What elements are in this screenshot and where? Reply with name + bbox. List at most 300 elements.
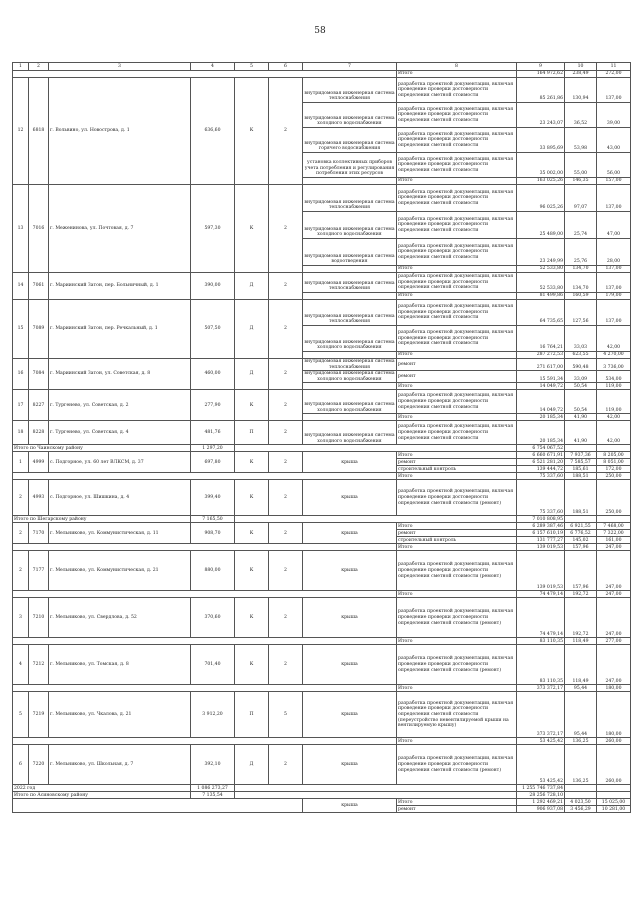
table-cell: 56,00 bbox=[597, 153, 631, 178]
table-cell bbox=[13, 685, 397, 692]
table-cell: 134,70 bbox=[565, 273, 597, 293]
table-cell: Итого bbox=[397, 523, 517, 530]
table-cell: 15 025,00 bbox=[597, 799, 631, 806]
table-cell: Итого bbox=[397, 591, 517, 598]
table-cell: 7 937,36 bbox=[565, 452, 597, 459]
table-cell: 6 157 610,19 bbox=[517, 530, 565, 537]
work-description-cell: разработка проектной документации, включая проведение проверки достоверности определения сметной стоимости bbox=[397, 212, 517, 239]
table-cell bbox=[303, 266, 397, 273]
table-cell: Итого bbox=[397, 414, 517, 421]
address-cell: г. Тургенево, ул. Советская, д. 2 bbox=[49, 390, 191, 421]
table-cell: строительный контроль bbox=[397, 537, 517, 544]
table-cell: 3 456,29 bbox=[565, 806, 597, 813]
work-type-cell: установка коллективных приборов учета потребления и регулирования потребления этих ресурсов bbox=[303, 153, 397, 178]
work-description-cell: разработка проектной документации, включая проведение проверки достоверности определения сметной стоимости (ремонт) bbox=[397, 598, 517, 638]
column-number: 9 bbox=[517, 63, 565, 71]
table-cell: 17 bbox=[13, 390, 29, 421]
table-cell: 50,54 bbox=[565, 390, 597, 414]
table-cell: 2 bbox=[13, 523, 29, 544]
address-cell: с. Подгорное, ул. 60 лет ВЛКСМ, д. 37 bbox=[49, 452, 191, 473]
table-cell: 7220 bbox=[29, 745, 49, 785]
column-number: 11 bbox=[597, 63, 631, 71]
table-cell: 25,76 bbox=[565, 239, 597, 266]
table-cell: 277,00 bbox=[597, 638, 631, 645]
table-cell: Итого bbox=[397, 473, 517, 480]
table-cell: 179,00 bbox=[597, 293, 631, 300]
table-cell: 18 bbox=[13, 421, 29, 445]
table-cell: 42,00 bbox=[597, 414, 631, 421]
work-type-cell: внутридомовая инженерная система холодного водоснабжения bbox=[303, 103, 397, 128]
table-cell: 390,00 bbox=[191, 273, 235, 300]
work-description-cell: разработка проектной документации, включая проведение проверки достоверности определения сметной стоимости (ремонт) bbox=[397, 745, 517, 785]
table-cell: 7210 bbox=[29, 598, 49, 638]
work-type-cell: крыша bbox=[303, 551, 397, 591]
table-cell: 36,52 bbox=[565, 103, 597, 128]
table-cell: К bbox=[235, 185, 269, 273]
table-cell: 20 185,34 bbox=[517, 414, 565, 421]
column-number: 7 bbox=[303, 63, 397, 71]
table-cell: 373 372,17 bbox=[517, 692, 565, 738]
district-total-label: 2022 год bbox=[13, 785, 191, 792]
table-cell: 164 972,62 bbox=[517, 71, 565, 78]
work-description-cell: разработка проектной документации, включая проведение проверки достоверности определения сметной стоимости bbox=[397, 326, 517, 352]
table-cell: Итого bbox=[397, 383, 517, 390]
table-cell bbox=[597, 445, 631, 452]
table-row bbox=[13, 71, 631, 78]
table-cell: 2 bbox=[269, 598, 303, 638]
work-type-cell: внутридомовая инженерная система водоотведения bbox=[303, 239, 397, 266]
column-number: 4 bbox=[191, 63, 235, 71]
table-cell: 3 736,00 bbox=[597, 359, 631, 371]
table-cell: 7 010 808,95 bbox=[517, 516, 565, 523]
table-cell: 7219 bbox=[29, 692, 49, 738]
table-cell: П bbox=[235, 692, 269, 738]
table-cell: 4993 bbox=[29, 480, 49, 516]
table-cell: 4 270,00 bbox=[597, 352, 631, 359]
table-cell: 16 bbox=[13, 359, 29, 390]
table-cell: 160,59 bbox=[565, 293, 597, 300]
table-cell: 131 777,27 bbox=[517, 537, 565, 544]
table-cell bbox=[13, 638, 397, 645]
table-cell bbox=[13, 473, 397, 480]
table-row bbox=[13, 792, 631, 799]
table-cell: 2 bbox=[269, 480, 303, 516]
table-cell: 3 912,20 bbox=[191, 692, 235, 738]
column-number: 8 bbox=[397, 63, 517, 71]
table-cell: 74 479,14 bbox=[517, 591, 565, 598]
table-cell: 2 bbox=[269, 359, 303, 390]
table-cell: Итого bbox=[397, 638, 517, 645]
table-cell: 6 921,55 bbox=[565, 523, 597, 530]
capital-repair-table bbox=[12, 62, 631, 813]
table-cell: 53 425,42 bbox=[517, 738, 565, 745]
table-cell: 127,56 bbox=[565, 300, 597, 326]
table-cell: 14 049,72 bbox=[517, 390, 565, 414]
table-cell: Итого bbox=[397, 544, 517, 551]
table-cell: 7016 bbox=[29, 185, 49, 273]
table-cell bbox=[597, 792, 631, 799]
table-cell: Итого bbox=[397, 799, 517, 806]
table-cell bbox=[13, 71, 397, 78]
table-cell: 6 bbox=[13, 745, 29, 785]
table-cell: Итого bbox=[397, 352, 517, 359]
address-cell: с. Подгорное, ул. Шишкина, д. 4 bbox=[49, 480, 191, 516]
table-row bbox=[13, 480, 631, 516]
work-type-cell: крыша bbox=[303, 480, 397, 516]
table-cell: П bbox=[235, 421, 269, 445]
table-cell: 2 bbox=[269, 745, 303, 785]
table-cell: Д bbox=[235, 359, 269, 390]
table-row bbox=[13, 421, 631, 445]
table-cell: 370,60 bbox=[191, 598, 235, 638]
table-cell: 8228 bbox=[29, 421, 49, 445]
table-cell: 163 025,26 bbox=[517, 178, 565, 185]
table-cell: 247,00 bbox=[597, 591, 631, 598]
table-cell bbox=[597, 516, 631, 523]
table-cell: 39,00 bbox=[597, 103, 631, 128]
table-cell: 250,00 bbox=[597, 480, 631, 516]
table-cell: Итого bbox=[397, 452, 517, 459]
column-number: 6 bbox=[269, 63, 303, 71]
table-cell: 85 261,86 bbox=[517, 78, 565, 103]
address-cell: г. Мельниково, ул. Чкалова, д. 21 bbox=[49, 692, 191, 738]
table-cell: 7089 bbox=[29, 300, 49, 359]
table-cell: Итого bbox=[397, 738, 517, 745]
table-cell: 23 249,99 bbox=[517, 239, 565, 266]
table-cell: Итого bbox=[397, 266, 517, 273]
work-type-cell: крыша bbox=[303, 598, 397, 638]
page-number: 58 bbox=[314, 26, 326, 36]
table-cell: 50,54 bbox=[565, 383, 597, 390]
district-total-label: Итого по Асиновскому району bbox=[13, 792, 191, 799]
table-cell: 4 bbox=[13, 645, 29, 685]
table-row bbox=[13, 785, 631, 792]
table-cell: 906 937,08 bbox=[517, 806, 565, 813]
table-cell: 7061 bbox=[29, 273, 49, 300]
work-description-cell: ремонт bbox=[397, 371, 517, 383]
work-description-cell: разработка проектной документации, включая проведение проверки достоверности определения сметной стоимости bbox=[397, 239, 517, 266]
table-row bbox=[13, 390, 631, 414]
table-cell: 5 bbox=[269, 692, 303, 738]
table-cell: 590,48 bbox=[565, 359, 597, 371]
work-type-cell: внутридомовая инженерная система холодного водоснабжения bbox=[303, 421, 397, 445]
table-cell: 2 bbox=[13, 551, 29, 591]
table-cell: 15 591,34 bbox=[517, 371, 565, 383]
table-cell: 7 585,57 bbox=[565, 459, 597, 466]
table-cell: 118,49 bbox=[565, 645, 597, 685]
table-cell: 2 bbox=[269, 421, 303, 445]
table-cell bbox=[303, 293, 397, 300]
table-cell: 8 205,00 bbox=[597, 452, 631, 459]
table-cell: 2 bbox=[269, 78, 303, 185]
table-cell: 139 019,53 bbox=[517, 551, 565, 591]
table-cell: Д bbox=[235, 273, 269, 300]
work-description-cell: разработка проектной документации, включая проведение проверки достоверности определения сметной стоимости bbox=[397, 185, 517, 212]
table-cell: 247,00 bbox=[597, 598, 631, 638]
table-cell: 16 764,21 bbox=[517, 326, 565, 352]
table-cell: 42,00 bbox=[597, 421, 631, 445]
work-type-cell: крыша bbox=[303, 799, 397, 813]
work-type-cell: внутридомовая инженерная система холодного водоснабжения bbox=[303, 326, 397, 352]
table-cell: 75 337,60 bbox=[517, 473, 565, 480]
table-cell: К bbox=[235, 645, 269, 685]
table-cell: 137,00 bbox=[597, 273, 631, 293]
column-number: 1 bbox=[13, 63, 29, 71]
table-cell: 23 243,07 bbox=[517, 103, 565, 128]
table-cell: 28,00 bbox=[597, 239, 631, 266]
table-cell: 238,49 bbox=[565, 71, 597, 78]
table-row bbox=[13, 598, 631, 638]
table-cell: 1 bbox=[13, 452, 29, 473]
work-description-cell: разработка проектной документации, включая проведение проверки достоверности определения сметной стоимости bbox=[397, 153, 517, 178]
column-number: 10 bbox=[565, 63, 597, 71]
table-cell: 277,90 bbox=[191, 390, 235, 421]
table-cell: 42,00 bbox=[597, 326, 631, 352]
table-cell: 272,00 bbox=[597, 71, 631, 78]
table-cell: 192,72 bbox=[565, 598, 597, 638]
table-cell: 33,09 bbox=[565, 371, 597, 383]
table-cell bbox=[597, 785, 631, 792]
address-cell: г. Мельниково, ул. Школьная, д. 7 bbox=[49, 745, 191, 785]
table-row bbox=[13, 273, 631, 293]
table-cell: 15 bbox=[13, 300, 29, 359]
table-cell bbox=[235, 785, 517, 792]
table-cell: 172,00 bbox=[597, 466, 631, 473]
table-cell: 137,00 bbox=[597, 300, 631, 326]
work-type-cell: внутридомовая инженерная система теплоснабжения bbox=[303, 300, 397, 326]
table-cell: 55,00 bbox=[565, 153, 597, 178]
address-cell: г. Мельниково, ул. Томская, д. 8 bbox=[49, 645, 191, 685]
table-cell: 4999 bbox=[29, 452, 49, 473]
table-cell: К bbox=[235, 390, 269, 421]
table-cell: 7212 bbox=[29, 645, 49, 685]
table-cell: 260,00 bbox=[597, 738, 631, 745]
table-cell bbox=[303, 383, 397, 390]
table-cell: 53,98 bbox=[565, 128, 597, 153]
table-cell: 1 292 469,21 bbox=[517, 799, 565, 806]
table-cell: 2 bbox=[269, 390, 303, 421]
table-cell: К bbox=[235, 452, 269, 473]
table-cell: К bbox=[235, 523, 269, 544]
table-cell: 130,94 bbox=[565, 78, 597, 103]
table-cell: 10 281,00 bbox=[597, 806, 631, 813]
table-row bbox=[13, 473, 631, 480]
table-cell: 2 bbox=[13, 480, 29, 516]
table-cell: 53 425,42 bbox=[517, 745, 565, 785]
table-header-row bbox=[13, 63, 631, 71]
table-cell: 95,44 bbox=[565, 692, 597, 738]
work-type-cell: крыша bbox=[303, 645, 397, 685]
table-cell: 247,00 bbox=[597, 645, 631, 685]
table-cell: 1 255 746 737,84 bbox=[517, 785, 565, 792]
work-description-cell: разработка проектной документации, включая проведение проверки достоверности определения сметной стоимости (ремонт) bbox=[397, 551, 517, 591]
address-cell: г. Мариинский Затон, ул. Советская, д. 8 bbox=[49, 359, 191, 390]
address-cell: г. Тургенево, ул. Советская, д. 4 bbox=[49, 421, 191, 445]
table-cell: 247,00 bbox=[597, 544, 631, 551]
table-cell bbox=[565, 785, 597, 792]
work-type-cell: крыша bbox=[303, 745, 397, 785]
work-type-cell: крыша bbox=[303, 692, 397, 738]
table-row bbox=[13, 359, 631, 371]
table-cell: К bbox=[235, 598, 269, 638]
work-type-cell: крыша bbox=[303, 523, 397, 544]
table-row bbox=[13, 445, 631, 452]
table-row bbox=[13, 78, 631, 103]
table-cell: К bbox=[235, 480, 269, 516]
table-cell: К bbox=[235, 78, 269, 185]
work-description-cell: разработка проектной документации, включая проведение проверки достоверности определения сметной стоимости bbox=[397, 128, 517, 153]
table-cell: 4 023,50 bbox=[565, 799, 597, 806]
table-cell: 534,00 bbox=[597, 371, 631, 383]
table-row bbox=[13, 523, 631, 530]
table-cell bbox=[13, 544, 397, 551]
table-row bbox=[13, 685, 631, 692]
table-cell: 6 660 671,91 bbox=[517, 452, 565, 459]
column-number: 2 bbox=[29, 63, 49, 71]
table-cell: 95,44 bbox=[565, 685, 597, 692]
table-cell: 460,00 bbox=[191, 359, 235, 390]
table-cell: 3 bbox=[13, 598, 29, 638]
table-row bbox=[13, 185, 631, 212]
table-cell: 697,80 bbox=[191, 452, 235, 473]
table-cell: строительный контроль bbox=[397, 466, 517, 473]
table-cell: 83 110,35 bbox=[517, 638, 565, 645]
work-description-cell: разработка проектной документации, включая проведение проверки достоверности определения сметной стоимости bbox=[397, 273, 517, 293]
work-description-cell: разработка проектной документации, включая проведение проверки достоверности определения сметной стоимости bbox=[397, 390, 517, 414]
table-cell: 6 521 281,20 bbox=[517, 459, 565, 466]
work-description-cell: разработка проектной документации, включая проведение проверки достоверности определения сметной стоимости bbox=[397, 103, 517, 128]
table-cell: 908,70 bbox=[191, 523, 235, 544]
table-cell: 136,25 bbox=[565, 745, 597, 785]
table-cell: 7 468,00 bbox=[597, 523, 631, 530]
table-cell: Итого bbox=[397, 293, 517, 300]
table-cell: 119,00 bbox=[597, 390, 631, 414]
table-cell: 2 bbox=[269, 523, 303, 544]
table-cell: 97,07 bbox=[565, 185, 597, 212]
work-type-cell: внутридомовая инженерная система горячего водоснабжения bbox=[303, 128, 397, 153]
table-cell: 7 322,00 bbox=[597, 530, 631, 537]
work-description-cell: разработка проектной документации, включая проведение проверки достоверности определения сметной стоимости (ремонт) bbox=[397, 645, 517, 685]
table-cell: 119,00 bbox=[597, 383, 631, 390]
table-cell: 33 895,69 bbox=[517, 128, 565, 153]
table-cell: 7084 bbox=[29, 359, 49, 390]
table-cell: 35 002,00 bbox=[517, 153, 565, 178]
table-cell: Итого bbox=[397, 178, 517, 185]
table-cell bbox=[303, 414, 397, 421]
work-type-cell: крыша bbox=[303, 452, 397, 473]
table-cell: Итого bbox=[397, 685, 517, 692]
work-type-cell: внутридомовая инженерная система холодного водоснабжения bbox=[304, 371, 395, 382]
table-cell: 6 776,52 bbox=[565, 530, 597, 537]
address-cell: г. Мариинский Затон, пер. Речкальный, д. 1 bbox=[49, 300, 191, 359]
table-cell: 96 025,26 bbox=[517, 185, 565, 212]
table-cell bbox=[565, 445, 597, 452]
table-cell: 2 bbox=[269, 645, 303, 685]
table-cell: К bbox=[235, 551, 269, 591]
table-cell bbox=[235, 516, 517, 523]
address-cell: г. Вольвино, ул. Новострова, д. 1 bbox=[49, 78, 191, 185]
table-cell: 41,90 bbox=[565, 414, 597, 421]
address-cell: г. Мельниково, ул. Коммунистическая, д. 11 bbox=[49, 523, 191, 544]
table-cell: 161,00 bbox=[597, 537, 631, 544]
table-cell: 623,55 bbox=[565, 352, 597, 359]
table-cell: 64 735,65 bbox=[517, 300, 565, 326]
table-body bbox=[13, 63, 631, 813]
table-cell: 25,74 bbox=[565, 212, 597, 239]
table-cell bbox=[565, 516, 597, 523]
address-cell: г. Мариинский Затон, пер. Больничный, д. 1 bbox=[49, 273, 191, 300]
table-cell: 118,49 bbox=[565, 638, 597, 645]
table-row bbox=[13, 638, 631, 645]
table-row bbox=[13, 516, 631, 523]
table-cell: 137,00 bbox=[597, 78, 631, 103]
table-cell: 43,00 bbox=[597, 128, 631, 153]
column-number: 5 bbox=[235, 63, 269, 71]
table-cell: 157,00 bbox=[597, 178, 631, 185]
table-cell: 7177 bbox=[29, 551, 49, 591]
table-cell: 880,00 bbox=[191, 551, 235, 591]
table-cell: 12 bbox=[13, 78, 29, 185]
table-row bbox=[13, 799, 631, 806]
table-cell: 47,00 bbox=[597, 212, 631, 239]
table-cell: 180,00 bbox=[597, 692, 631, 738]
table-cell: 392,10 bbox=[191, 745, 235, 785]
table-cell: ремонт bbox=[397, 530, 517, 537]
table-cell: 5 bbox=[13, 692, 29, 738]
table-cell: 20 185,34 bbox=[517, 421, 565, 445]
table-cell: 28 256 728,10 bbox=[517, 792, 565, 799]
table-cell: 636,60 bbox=[191, 78, 235, 185]
table-cell: 6818 bbox=[29, 78, 49, 185]
table-cell: 188,51 bbox=[565, 480, 597, 516]
table-cell bbox=[565, 792, 597, 799]
table-cell: 157,96 bbox=[565, 544, 597, 551]
table-cell: 701,40 bbox=[191, 645, 235, 685]
table-row bbox=[13, 645, 631, 685]
table-cell: 134,70 bbox=[565, 266, 597, 273]
table-cell: 7 165,50 bbox=[191, 516, 235, 523]
work-type-cell: внутридомовая инженерная система холодного водоснабжения bbox=[303, 390, 397, 414]
table-cell: Итого bbox=[397, 71, 517, 78]
table-cell: 145,02 bbox=[565, 537, 597, 544]
table-cell: 7 135,54 bbox=[191, 792, 235, 799]
table-cell: 287 272,53 bbox=[517, 352, 565, 359]
work-type-cell: внутридомовая инженерная система теплоснабжения bbox=[303, 185, 397, 212]
work-type-cell: внутридомовая инженерная система холодного водоснабжения bbox=[303, 212, 397, 239]
table-row bbox=[13, 452, 631, 459]
table-cell: 33,03 bbox=[565, 326, 597, 352]
table-cell bbox=[303, 352, 397, 359]
table-cell: 6 289 387,46 bbox=[517, 523, 565, 530]
table-cell: 247,00 bbox=[597, 551, 631, 591]
table-cell: 14 049,72 bbox=[517, 383, 565, 390]
table-cell: 139 444,72 bbox=[517, 466, 565, 473]
table-cell: 146,35 bbox=[565, 178, 597, 185]
work-type-cell: внутридомовая инженерная система теплоснабжения bbox=[303, 273, 397, 293]
table-cell bbox=[13, 738, 397, 745]
table-cell: 185,61 bbox=[565, 466, 597, 473]
work-type-cell: внутридомовая инженерная система теплоснабжения bbox=[303, 78, 397, 103]
address-cell: г. Меженинова, ул. Почтовая, д. 7 bbox=[49, 185, 191, 273]
table-cell: 8 051,00 bbox=[597, 459, 631, 466]
table-cell: 14 bbox=[13, 273, 29, 300]
work-description-cell: разработка проектной документации, включая проведение проверки достоверности определения сметной стоимости (переустройство невентилируемой крыши на вентилируемую крышу) bbox=[397, 692, 517, 738]
table-cell bbox=[303, 178, 397, 185]
table-cell: 136,25 bbox=[565, 738, 597, 745]
table-cell: 52 533,80 bbox=[517, 273, 565, 293]
table-cell: 2 bbox=[269, 273, 303, 300]
table-cell: 180,00 bbox=[597, 685, 631, 692]
